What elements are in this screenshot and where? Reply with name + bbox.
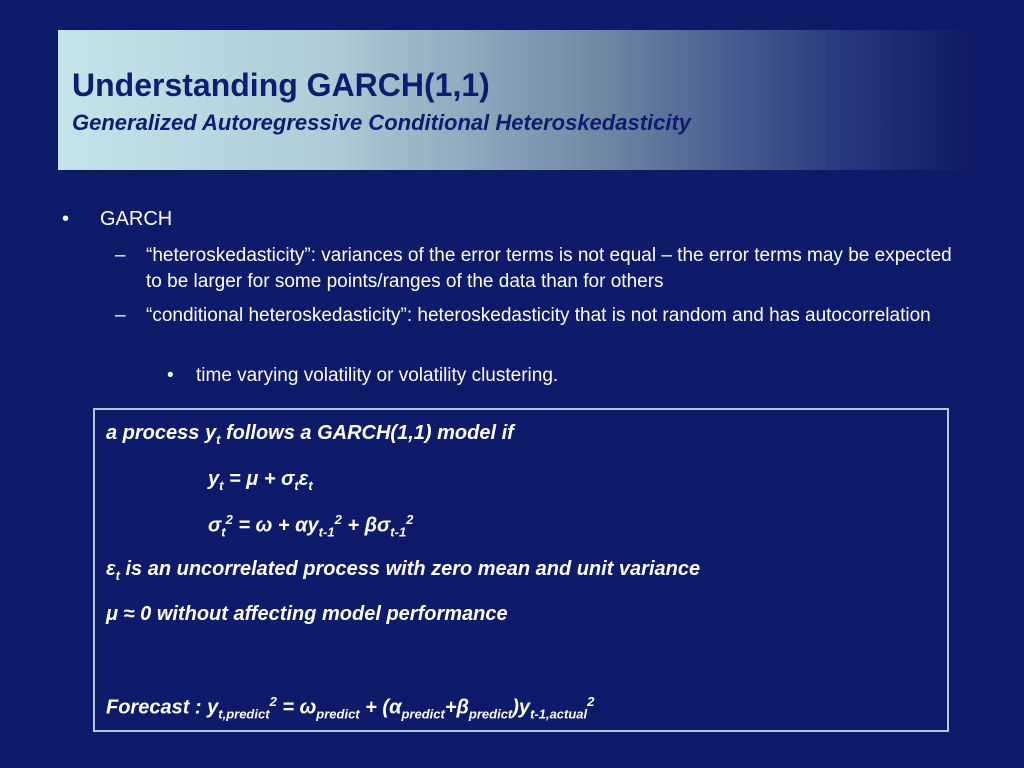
bullet-heteroskedasticity-text: “heteroskedasticity”: variances of the error terms is not equal – the error terms may be expected to be larger for some points/ranges of the data than for others (146, 245, 952, 292)
bullet-marker: • (62, 208, 70, 230)
text-run: + (α (359, 696, 402, 719)
text-run: a process y (106, 422, 217, 444)
mu-assumption: μ ≈ 0 without affecting model performance (106, 603, 508, 625)
process-definition (106, 422, 514, 447)
text-run: Forecast : y (106, 696, 219, 719)
dash-marker: – (115, 245, 126, 266)
subscript: t (308, 478, 313, 493)
subscript: t-1 (318, 524, 335, 540)
text-run: = ω (276, 696, 317, 719)
title-banner (58, 30, 973, 170)
slide-title: Understanding GARCH(1,1) (72, 67, 490, 103)
subscript: t (294, 478, 299, 493)
subscript: predict (468, 706, 513, 722)
subscript: predict (401, 706, 445, 722)
text-run: σ (208, 514, 222, 537)
subscript: predict (316, 706, 360, 722)
superscript: 2 (587, 694, 595, 709)
text-run: + βσ (341, 514, 391, 537)
bullet-marker: • (167, 365, 174, 386)
superscript: 2 (406, 512, 414, 527)
bullet-conditional-text: “conditional heteroskedasticity”: heteroskedasticity that is not random and has autocorrelation (146, 305, 931, 326)
subscript: t,predict (218, 706, 270, 722)
bullet-garch-text: GARCH (100, 208, 173, 230)
superscript: 2 (334, 512, 342, 527)
text-run: y (208, 468, 220, 490)
subscript: t (115, 568, 120, 583)
text-run: follows a GARCH(1,1) model if (220, 422, 514, 444)
text-run: is an uncorrelated process with zero mean and unit variance (119, 558, 701, 580)
subscript: t (216, 432, 221, 447)
bullet-volatility-text: time varying volatility or volatility clustering. (196, 365, 559, 386)
variance-equation (208, 512, 413, 540)
slide-subtitle: Generalized Autoregressive Conditional Heteroskedasticity (72, 110, 692, 135)
superscript: 2 (269, 694, 277, 709)
subscript: t (221, 524, 226, 540)
text-run: ε (106, 558, 116, 580)
text-run: = μ + σ (223, 468, 295, 490)
superscript: 2 (225, 512, 233, 527)
subscript: t-1 (390, 524, 407, 540)
subscript: t-1,actual (530, 706, 588, 722)
dash-marker: – (115, 305, 126, 326)
text-run: )y (512, 696, 531, 719)
garch-formula-box (93, 408, 949, 732)
mean-equation (208, 468, 313, 493)
text-run: +β (444, 696, 469, 719)
epsilon-definition (106, 558, 700, 583)
subscript: t (219, 478, 224, 493)
text-run: ε (298, 468, 309, 490)
text-run: = ω + αy (232, 514, 319, 537)
forecast-equation (106, 694, 594, 722)
